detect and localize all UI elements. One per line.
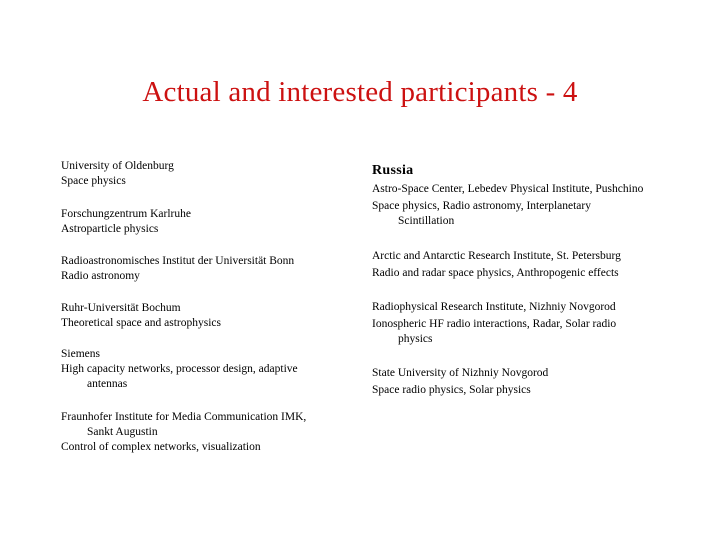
institution-name: Ruhr-Universität Bochum <box>61 302 181 314</box>
participant-entry <box>372 300 672 347</box>
participant-entry <box>61 410 351 455</box>
institution-name: State University of Nizhniy Novgorod <box>372 367 549 379</box>
research-field: High capacity networks, processor design, adaptive <box>61 363 298 375</box>
participant-entry <box>372 366 672 398</box>
research-field-continued: Scintillation <box>398 215 455 227</box>
institution-name: Forschungzentrum Karlruhe <box>61 208 191 220</box>
country-heading <box>372 162 672 180</box>
participant-entry <box>61 159 351 189</box>
institution-name: Astro-Space Center, Lebedev Physical Institute, Pushchino <box>372 183 644 195</box>
research-field: Theoretical space and astrophysics <box>61 317 221 329</box>
research-field-continued: physics <box>398 333 433 345</box>
research-field: Space radio physics, Solar physics <box>372 384 531 396</box>
research-field: Control of complex networks, visualization <box>61 441 261 453</box>
institution-name: Radioastronomisches Institut der Universität Bonn <box>61 255 295 267</box>
institution-name: Radiophysical Research Institute, Nizhniy Novgorod <box>372 301 616 313</box>
research-field: Space physics <box>61 175 126 187</box>
research-field: Space physics, Radio astronomy, Interplanetary <box>372 200 591 212</box>
research-field-continued: antennas <box>87 378 128 390</box>
country-name: Russia <box>372 163 414 178</box>
participant-entry <box>372 249 672 281</box>
institution-name: Fraunhofer Institute for Media Communication IMK, <box>61 411 307 423</box>
institution-name: Siemens <box>61 348 100 360</box>
research-field: Astroparticle physics <box>61 223 159 235</box>
participant-entry <box>61 301 351 331</box>
slide-title: Actual and interested participants - 4 <box>142 76 578 108</box>
participant-entry <box>372 182 672 229</box>
research-field: Ionospheric HF radio interactions, Radar, Solar radio <box>372 318 617 330</box>
participant-entry <box>61 347 351 392</box>
participant-entry <box>61 254 351 284</box>
institution-name: University of Oldenburg <box>61 160 174 172</box>
participant-entry <box>61 207 351 237</box>
research-field: Radio and radar space physics, Anthropogenic effects <box>372 267 619 279</box>
institution-name: Arctic and Antarctic Research Institute, St. Petersburg <box>372 250 621 262</box>
institution-name-continued: Sankt Augustin <box>87 426 158 438</box>
research-field: Radio astronomy <box>61 270 140 282</box>
